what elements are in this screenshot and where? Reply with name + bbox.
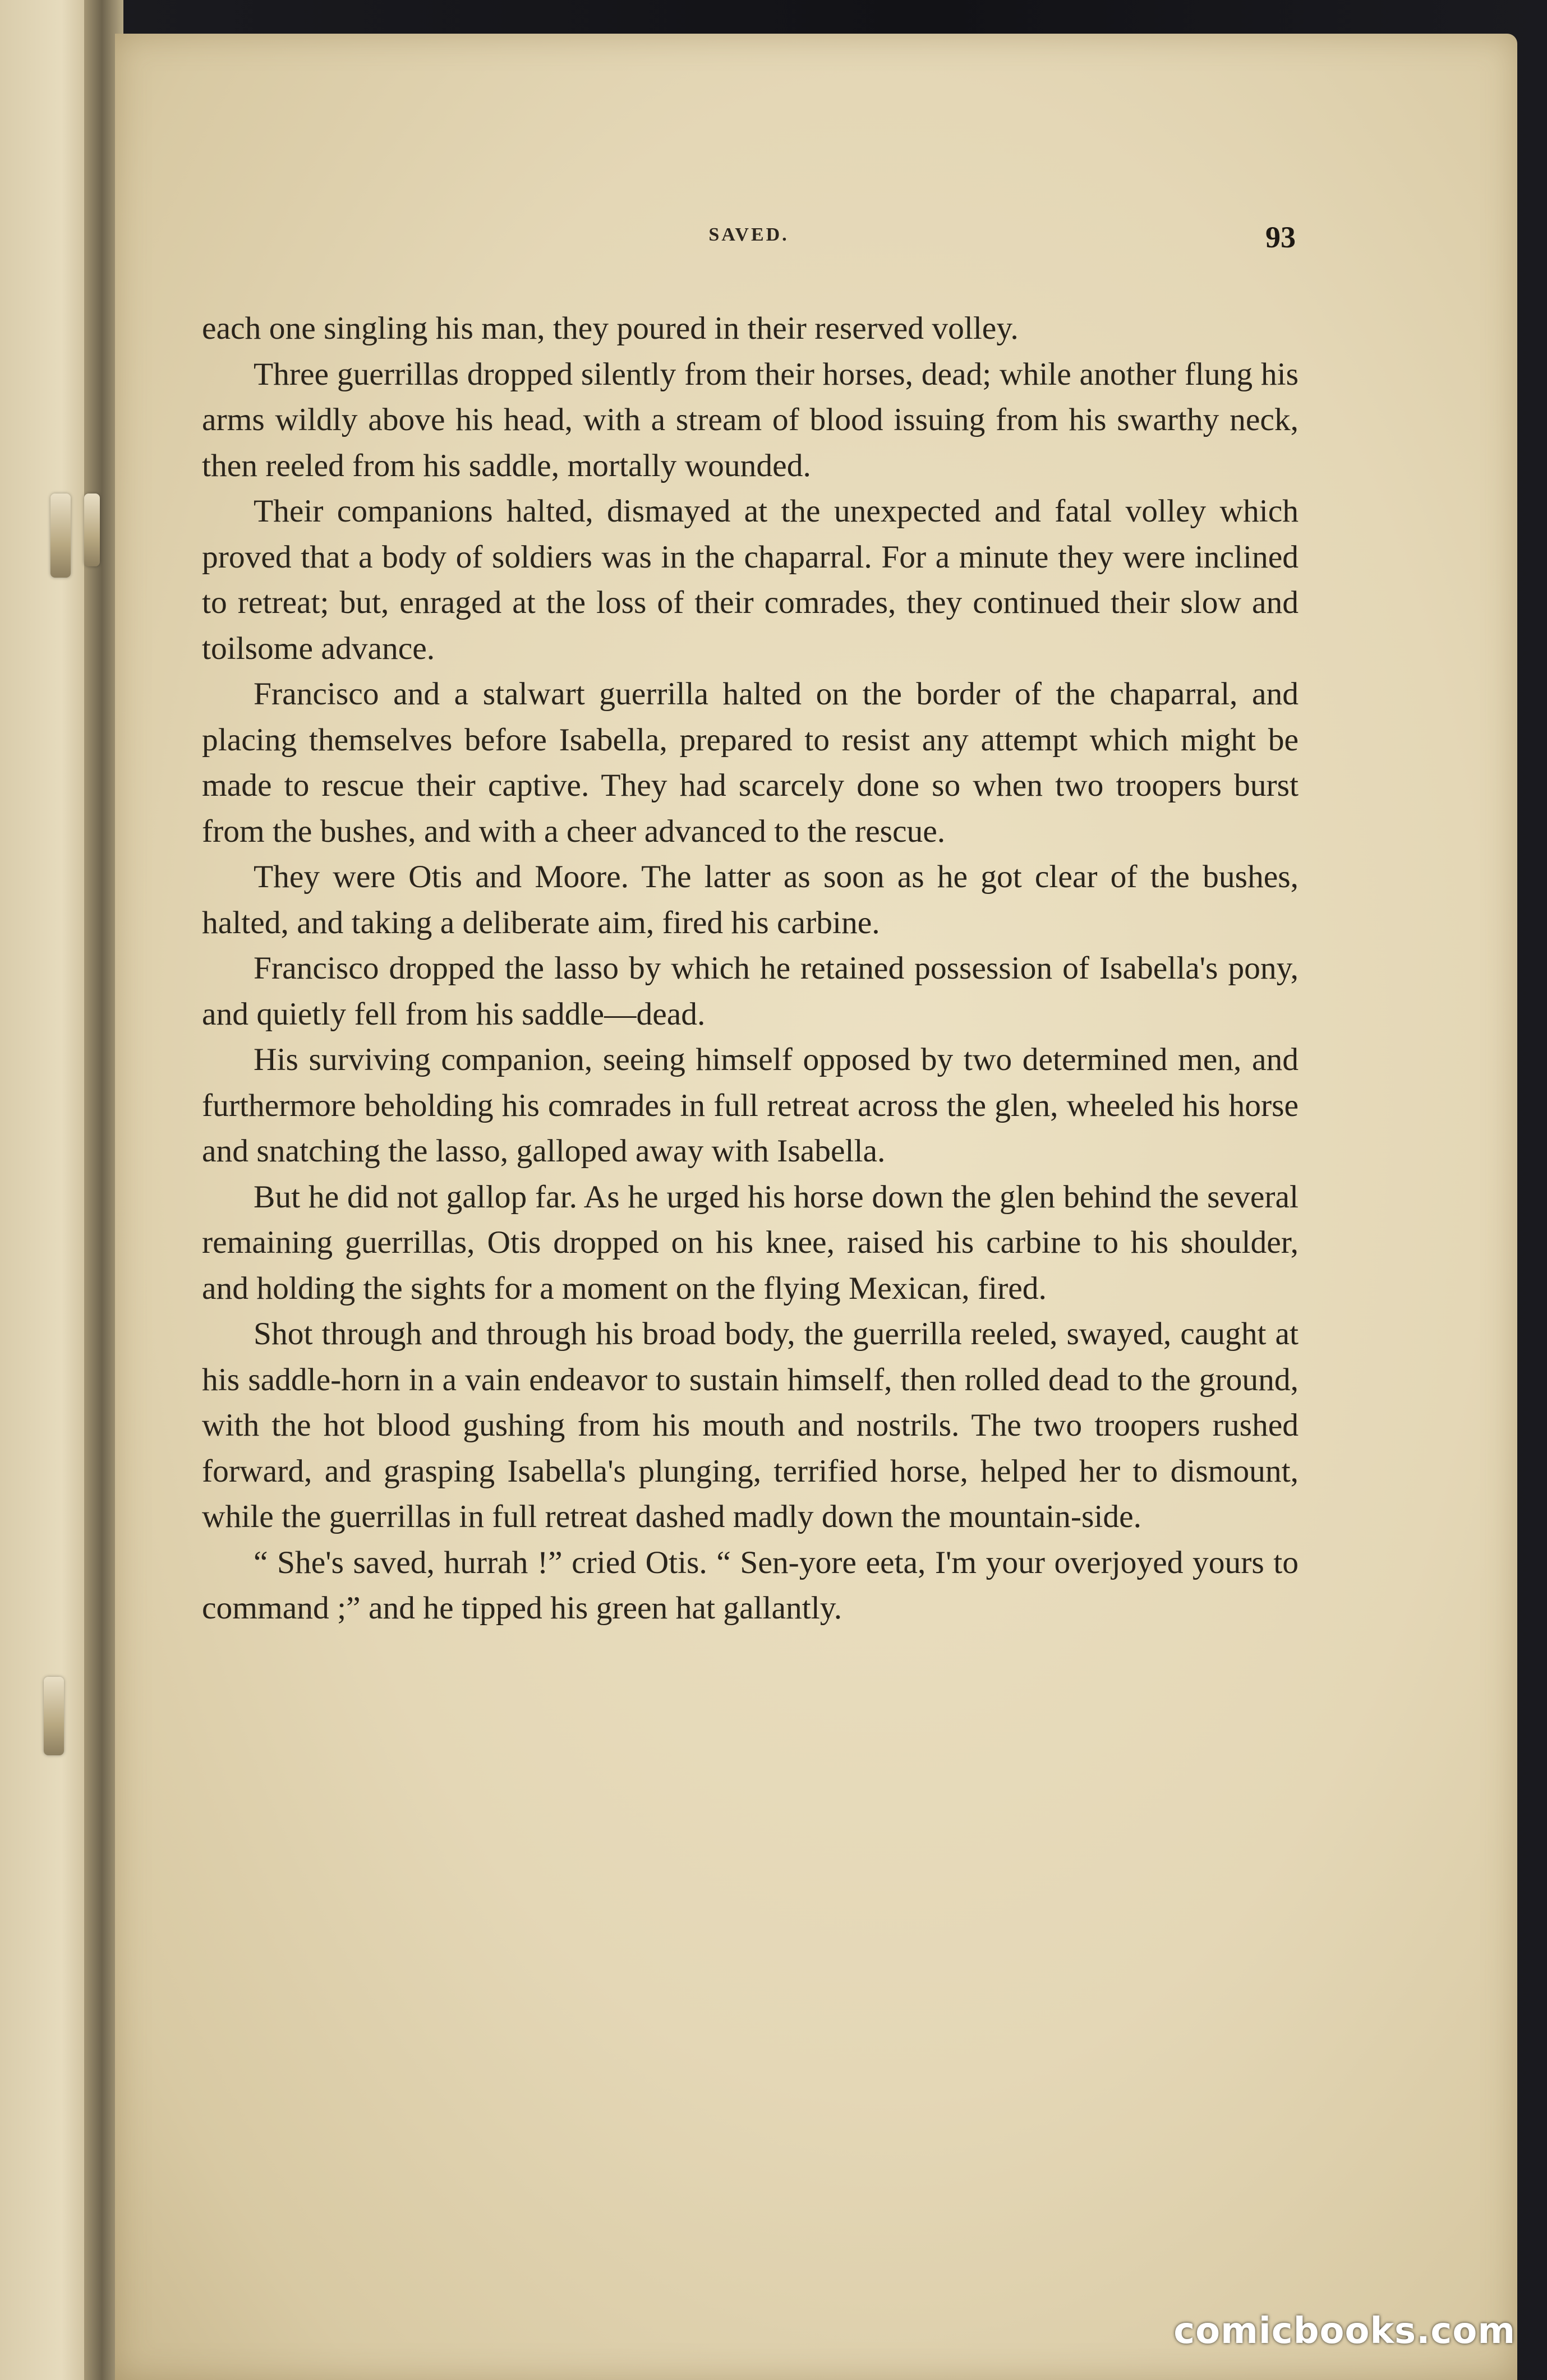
binding-stitch — [44, 1677, 64, 1755]
paragraph: They were Otis and Moore. The latter as soon as he got clear of the bushes, halted, and taking a deliberate aim, fired his carbine. — [202, 859, 1299, 940]
paragraph: each one singling his man, they poured in their reserved volley. — [202, 311, 1019, 346]
running-title: SAVED. — [708, 224, 789, 245]
paragraph: Francisco dropped the lasso by which he retained possession of Isabella's pony, and quietly fell from his saddle—dead. — [202, 951, 1299, 1032]
binding-stitch — [84, 493, 100, 566]
paragraph: “ She's saved, hurrah !” cried Otis. “ Sen-yore eeta, I'm your overjoyed yours to command ;” and he tipped his green hat gallantly. — [202, 1544, 1299, 1626]
paragraph: Their companions halted, dismayed at the unexpected and fatal volley which proved that a body of soldiers was in the chaparral. For a minute they were inclined to retreat; but, enraged at the loss of their comrades, they continued their slow and toilsome advance. — [202, 493, 1299, 666]
site-watermark: comicbooks.com — [1173, 2310, 1516, 2352]
paragraph: Francisco and a stalwart guerrilla halted on the border of the chaparral, and placing themselves before Isabella, prepared to resist any attempt which might be made to rescue their captive. They had scarcely done so when two troopers burst from the bushes, and with a cheer advanced to the rescue. — [202, 676, 1299, 849]
page-number: 93 — [1265, 220, 1296, 254]
page-text — [202, 306, 1299, 1631]
binding-stitch — [50, 493, 71, 578]
paragraph: But he did not gallop far. As he urged his horse down the glen behind the several remaining guerrillas, Otis dropped on his knee, raised his carbine to his shoulder, and holding the sights for a moment on the flying Mexican, fired. — [202, 1179, 1299, 1306]
running-header — [202, 220, 1296, 258]
paragraph: Three guerrillas dropped silently from their horses, dead; while another flung his arms wildly above his head, with a stream of blood issuing from his swarthy neck, then reeled from his saddle, mortally wounded. — [202, 356, 1299, 483]
paragraph: His surviving companion, seeing himself opposed by two determined men, and furthermore beholding his comrades in full retreat across the glen, wheeled his horse and snatching the lasso, galloped away with Isabella. — [202, 1042, 1299, 1169]
paragraph: Shot through and through his broad body, the guerrilla reeled, swayed, caught at his saddle-horn in a vain endeavor to sustain himself, then rolled dead to the ground, with the hot blood gushing from his mouth and nostrils. The two troopers rushed forward, and grasping Isabella's plunging, terrified horse, helped her to dismount, while the guerrillas in full retreat dashed madly down the mountain-side. — [202, 1316, 1299, 1534]
